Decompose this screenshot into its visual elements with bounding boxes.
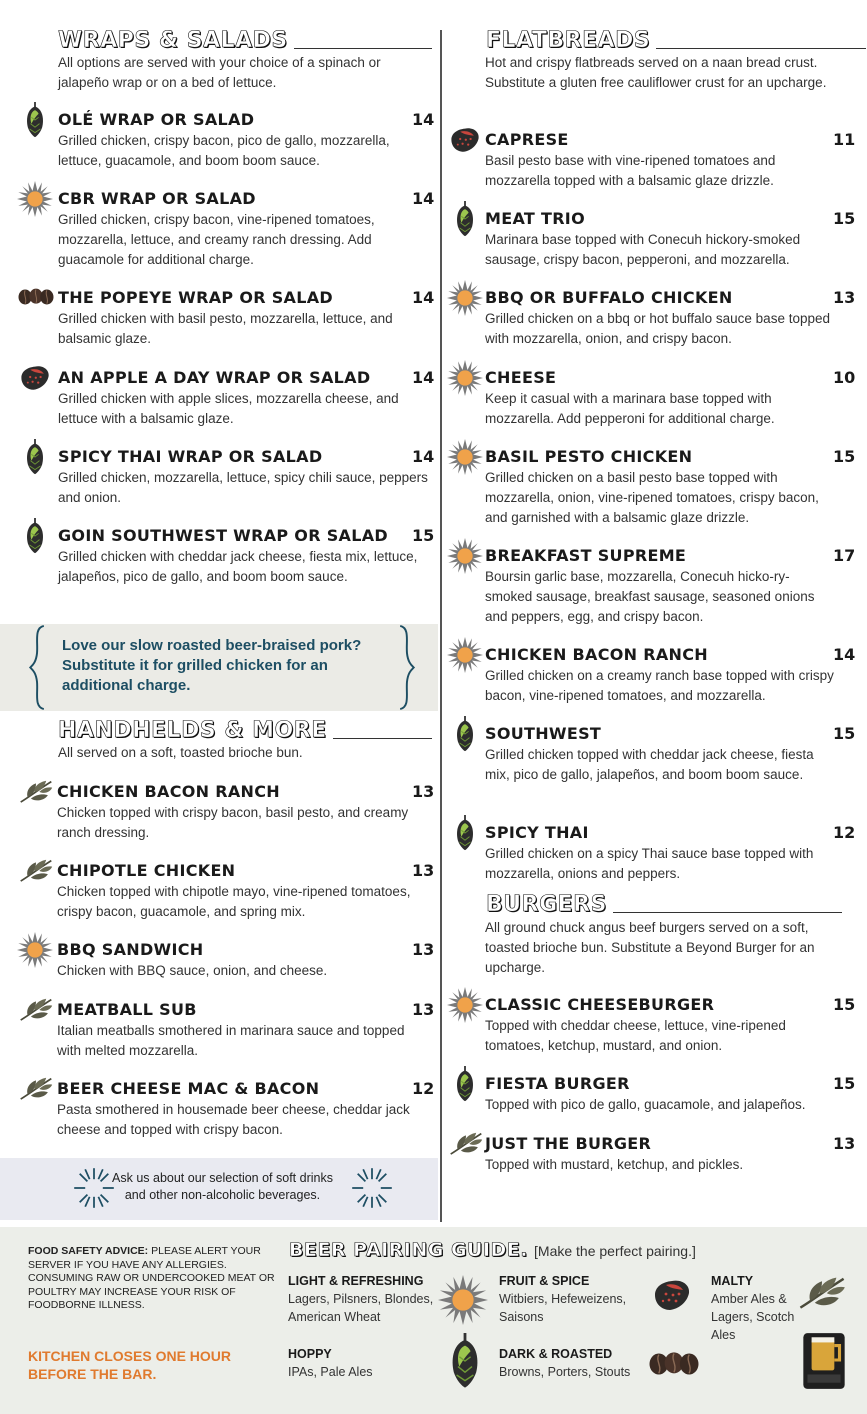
- menu-item-price: 15: [833, 1074, 856, 1093]
- pairing-subtitle: [Make the perfect pairing.]: [534, 1243, 696, 1259]
- sun-icon: [447, 360, 483, 396]
- pairing-desc: Lagers, Pilsners, Blondes, American Wheat: [288, 1292, 434, 1324]
- menu-item-description: Grilled chicken on a basil pesto base topped with mozzarella, onion, vine-ripened tomatoes, crispy bacon, and garnished with a balsamic glaze drizzle.: [485, 470, 819, 525]
- menu-item-name: OLÉ WRAP OR SALAD: [58, 110, 255, 129]
- pairing-light-refreshing: [288, 1273, 438, 1326]
- footer: [0, 1227, 867, 1414]
- pairing-title-text: BEER PAIRING GUIDE.: [289, 1239, 529, 1261]
- handhelds-section-title: HANDHELDS & MORE: [58, 718, 432, 743]
- burgers-section-title: BURGERS: [486, 892, 842, 917]
- pairing-heading: LIGHT & REFRESHING: [288, 1274, 424, 1288]
- menu-item: [58, 110, 436, 190]
- menu-item-price: 11: [833, 130, 856, 149]
- menu-item: [485, 447, 865, 527]
- menu-item-description: Grilled chicken with apple slices, mozzarella cheese, and lettuce with a balsamic glaze.: [58, 391, 399, 426]
- sun-icon: [447, 637, 483, 673]
- menu-item-price: 12: [412, 1079, 435, 1098]
- menu-item-description: Grilled chicken on a creamy ranch base topped with crispy bacon, vine-ripened tomatoes, and mozzarella.: [485, 668, 834, 703]
- menu-item-name: CHIPOTLE CHICKEN: [57, 861, 236, 880]
- burgers-intro: All ground chuck angus beef burgers served on a soft, toasted brioche bun. Substitute a Beyond Burger for an upcharge.: [485, 920, 815, 975]
- menu-item-description: Grilled chicken topped with cheddar jack cheese, fiesta mix, pico de gallo, jalapeños, and boom boom sauce.: [485, 747, 814, 782]
- menu-item-price: 13: [412, 861, 435, 880]
- menu-item-description: Grilled chicken on a bbq or hot buffalo sauce base topped with mozzarella, onion, and crispy bacon.: [485, 311, 830, 346]
- menu-item: [57, 1000, 435, 1080]
- menu-item-price: 13: [833, 1134, 856, 1153]
- handhelds-intro: All served on a soft, toasted brioche bun.: [58, 745, 303, 760]
- menu-item: [485, 823, 865, 903]
- beer-pairing-title: [289, 1239, 696, 1261]
- menu-item: [58, 368, 436, 448]
- wheat-icon: [19, 857, 53, 883]
- menu-item-description: Chicken topped with crispy bacon, basil pesto, and creamy ranch dressing.: [57, 805, 409, 840]
- menu-item-price: 15: [833, 447, 856, 466]
- menu-item-price: 13: [833, 288, 856, 307]
- menu-item-name: SPICY THAI WRAP OR SALAD: [58, 447, 323, 466]
- menu-item: [485, 546, 865, 626]
- menu-item-name: CBR WRAP OR SALAD: [58, 189, 256, 208]
- beer-braised-pork-callout: [0, 624, 438, 711]
- menu-item-price: 17: [833, 546, 856, 565]
- sun-icon: [447, 280, 483, 316]
- menu-item-description: Topped with pico de gallo, guacamole, and jalapeños.: [485, 1097, 806, 1112]
- menu-item-description: Grilled chicken with cheddar jack cheese, fiesta mix, lettuce, jalapeños, pico de gallo, and boom boom sauce.: [58, 549, 418, 584]
- menu-item-name: SPICY THAI: [485, 823, 589, 842]
- menu-item-description: Topped with cheddar cheese, lettuce, vine-ripened tomatoes, ketchup, mustard, and onion.: [485, 1018, 786, 1053]
- menu-item-price: 15: [833, 995, 856, 1014]
- menu-item: [485, 645, 865, 725]
- menu-item-description: Grilled chicken on a spicy Thai sauce base topped with mozzarella, onions and peppers.: [485, 846, 814, 881]
- menu-item-price: 12: [833, 823, 856, 842]
- menu-item-price: 14: [833, 645, 856, 664]
- pairing-desc: IPAs, Pale Ales: [288, 1365, 373, 1379]
- menu-item: [58, 526, 436, 606]
- menu-item-name: AN APPLE A DAY WRAP OR SALAD: [58, 368, 371, 387]
- menu-item-name: BBQ SANDWICH: [57, 940, 204, 959]
- pairing-heading: HOPPY: [288, 1347, 332, 1361]
- menu-item: [57, 782, 435, 862]
- menu-item-name: JUST THE BURGER: [485, 1134, 652, 1153]
- kitchen-closing-notice: KITCHEN CLOSES ONE HOUR BEFORE THE BAR.: [28, 1348, 232, 1382]
- menu-item-description: Grilled chicken, crispy bacon, pico de gallo, mozzarella, lettuce, guacamole, and boom boom sauce.: [58, 133, 390, 168]
- pairing-desc: Amber Ales & Lagers, Scotch Ales: [711, 1292, 795, 1342]
- hops-icon: [454, 716, 476, 752]
- menu-item-description: Boursin garlic base, mozzarella, Conecuh hicko-ry-smoked sausage, breakfast sausage, seasoned onions and peppers, egg, and crispy bacon.: [485, 569, 815, 624]
- menu-item: [58, 288, 436, 368]
- menu-item-name: SOUTHWEST: [485, 724, 602, 743]
- menu-item-description: Grilled chicken, crispy bacon, vine-ripened tomatoes, mozzarella, lettuce, and creamy ranch dressing. Add guacamole for additional charge.: [58, 212, 375, 267]
- menu-item-name: BASIL PESTO CHICKEN: [485, 447, 693, 466]
- menu-item-price: 13: [412, 782, 435, 801]
- callout-text: Love our slow roasted beer-braised pork? Substitute it for grilled chicken for an additional charge.: [62, 637, 362, 694]
- wraps-intro: All options are served with your choice of a spinach or jalapeño wrap or on a bed of lettuce.: [58, 55, 381, 90]
- wheat-icon: [449, 1130, 483, 1156]
- strawberry-icon: [449, 125, 481, 153]
- right-brace-icon: [396, 624, 416, 711]
- hops-icon: [24, 518, 46, 554]
- hops-icon: [24, 439, 46, 475]
- coffee-beans-icon: [648, 1350, 700, 1378]
- pairing-desc: Witbiers, Hefeweizens, Saisons: [499, 1292, 627, 1324]
- hops-icon: [24, 102, 46, 138]
- menu-item: [485, 288, 865, 368]
- flatbreads-intro: Hot and crispy flatbreads served on a naan bread crust. Substitute a gluten free cauliflower crust for an upcharge.: [485, 55, 827, 90]
- menu-item-name: BREAKFAST SUPREME: [485, 546, 687, 565]
- pairing-heading: DARK & ROASTED: [499, 1347, 613, 1361]
- strawberry-icon: [652, 1277, 692, 1311]
- menu-item-price: 14: [412, 447, 435, 466]
- menu-item-price: 15: [833, 724, 856, 743]
- pairing-hoppy: [288, 1346, 438, 1381]
- menu-item-description: Marinara base topped with Conecuh hickory-smoked sausage, crispy bacon, pepperoni, and mozzarella.: [485, 232, 801, 267]
- column-divider: [440, 30, 442, 1222]
- menu-item-name: CLASSIC CHEESEBURGER: [485, 995, 715, 1014]
- menu-item: [485, 724, 865, 804]
- beverages-notice: [0, 1158, 438, 1220]
- menu-item-price: 10: [833, 368, 856, 387]
- wraps-section-title: WRAPS & SALADS: [58, 28, 432, 53]
- sun-icon: [17, 932, 53, 968]
- pairing-desc: Browns, Porters, Stouts: [499, 1365, 631, 1379]
- menu-item-name: CHEESE: [485, 368, 557, 387]
- menu-item-description: Topped with mustard, ketchup, and pickles.: [485, 1157, 744, 1172]
- menu-item: [57, 1079, 435, 1159]
- food-safety-text: PLEASE ALERT YOUR SERVER IF YOU HAVE ANY ALLERGIES. CONSUMING RAW OR UNDERCOOKED MEAT OR POULTRY MAY INCREASE YOUR RISK OF FOODBORNE ILLNESS.: [28, 1245, 275, 1311]
- sun-icon: [447, 538, 483, 574]
- wheat-icon: [19, 1075, 53, 1101]
- food-safety-advice: [28, 1245, 280, 1313]
- coffee-beans-icon: [17, 287, 55, 307]
- menu-item-name: CHICKEN BACON RANCH: [57, 782, 280, 801]
- menu-item: [485, 209, 865, 289]
- menu-item-price: 14: [412, 110, 435, 129]
- hops-icon: [454, 815, 476, 851]
- hops-icon: [448, 1333, 482, 1389]
- beverages-text: Ask us about our selection of soft drinks and other non-alcoholic beverages.: [112, 1171, 333, 1202]
- menu-item-name: GOIN SOUTHWEST WRAP OR SALAD: [58, 526, 388, 545]
- pairing-malty: [711, 1273, 795, 1344]
- flatbreads-section-title: FLATBREADS: [486, 28, 866, 53]
- strawberry-icon: [19, 363, 51, 391]
- brewery-logo-icon: [800, 1329, 848, 1391]
- menu-item-name: FIESTA BURGER: [485, 1074, 630, 1093]
- menu-item-price: 13: [412, 940, 435, 959]
- menu-item-price: 14: [412, 288, 435, 307]
- menu-item-description: Chicken topped with chipotle mayo, vine-ripened tomatoes, crispy bacon, guacamole, and spring mix.: [57, 884, 411, 919]
- sun-icon: [447, 987, 483, 1023]
- menu-item: [485, 995, 865, 1075]
- menu-item: [485, 130, 865, 210]
- starburst-icon: [350, 1166, 394, 1210]
- menu-item-name: CAPRESE: [485, 130, 569, 149]
- menu-item-name: MEATBALL SUB: [57, 1000, 197, 1019]
- menu-item-description: Pasta smothered in housemade beer cheese, cheddar jack cheese and topped with crispy bacon.: [57, 1102, 410, 1137]
- menu-item: [485, 368, 865, 448]
- menu-item-price: 15: [412, 526, 435, 545]
- menu-item-description: Italian meatballs smothered in marinara sauce and topped with melted mozzarella.: [57, 1023, 405, 1058]
- menu-item: [58, 447, 436, 527]
- menu-item-description: Keep it casual with a marinara base topped with mozzarella. Add pepperoni for additional charge.: [485, 391, 775, 426]
- left-brace-icon: [28, 624, 48, 711]
- menu-item-price: 14: [412, 189, 435, 208]
- sun-icon: [438, 1275, 488, 1325]
- sun-icon: [447, 439, 483, 475]
- menu-item-description: Chicken with BBQ sauce, onion, and cheese.: [57, 963, 328, 978]
- wheat-icon: [798, 1273, 846, 1311]
- menu-item-description: Grilled chicken, mozzarella, lettuce, spicy chili sauce, peppers and onion.: [58, 470, 428, 505]
- pairing-dark-roasted: [499, 1346, 644, 1381]
- menu-item: [57, 861, 435, 941]
- food-safety-label: FOOD SAFETY ADVICE:: [28, 1245, 149, 1257]
- menu-item-name: MEAT TRIO: [485, 209, 585, 228]
- menu-item-name: CHICKEN BACON RANCH: [485, 645, 708, 664]
- hops-icon: [454, 201, 476, 237]
- menu-item-price: 14: [412, 368, 435, 387]
- menu-item-price: 13: [412, 1000, 435, 1019]
- pairing-heading: FRUIT & SPICE: [499, 1274, 590, 1288]
- menu-item: [485, 1134, 865, 1214]
- menu-item: [58, 189, 436, 269]
- wheat-icon: [19, 778, 53, 804]
- wheat-icon: [19, 996, 53, 1022]
- menu-item-name: BBQ OR BUFFALO CHICKEN: [485, 288, 733, 307]
- pairing-heading: MALTY: [711, 1274, 754, 1288]
- menu-item-description: Grilled chicken with basil pesto, mozzarella, lettuce, and balsamic glaze.: [58, 311, 393, 346]
- menu-item-description: Basil pesto base with vine-ripened tomatoes and mozzarella topped with a balsamic glaze drizzle.: [485, 153, 776, 188]
- hops-icon: [454, 1066, 476, 1102]
- pairing-fruit-spice: [499, 1273, 644, 1326]
- menu-item-price: 15: [833, 209, 856, 228]
- menu-item-name: THE POPEYE WRAP OR SALAD: [58, 288, 333, 307]
- sun-icon: [17, 181, 53, 217]
- menu-item-name: BEER CHEESE MAC & BACON: [57, 1079, 320, 1098]
